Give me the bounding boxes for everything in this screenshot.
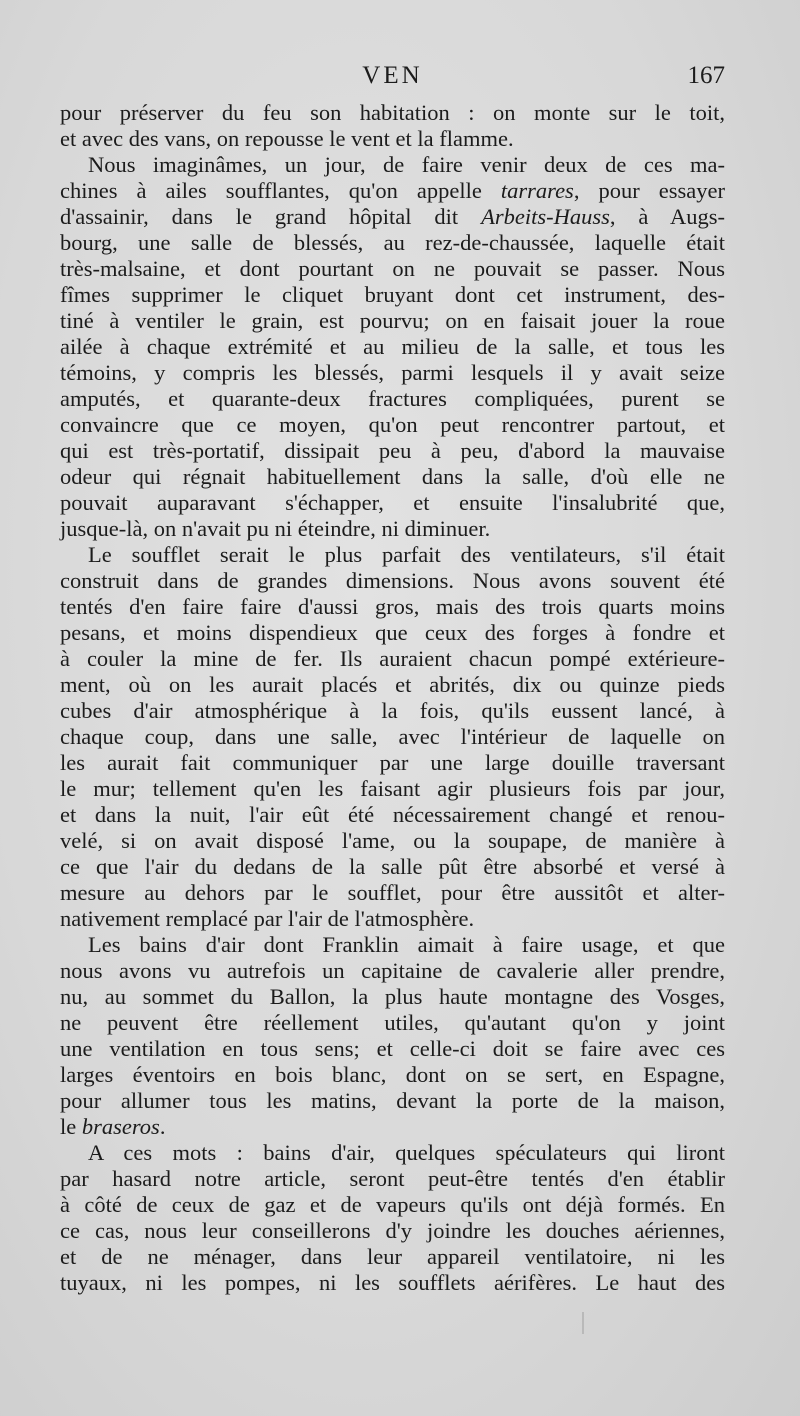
text-line: velé, si on avait disposé l'ame, ou la soupape, de manière à [60,828,725,853]
text-line: jusque-là, on n'avait pu ni éteindre, ni diminuer. [60,516,491,541]
text-line: mesure au dehors par le soufflet, pour être aussitôt et alter- [60,880,725,905]
text-line: à couler la mine de fer. Ils auraient chacun pompé extérieure- [60,646,725,671]
text-line: Les bains d'air dont Franklin aimait à faire usage, et que [88,932,725,957]
text-line: cubes d'air atmosphérique à la fois, qu'ils eussent lancé, à [60,698,725,723]
text-line: tuyaux, ni les pompes, ni les soufflets aérifères. Le haut des [60,1270,725,1295]
text-line: nativement remplacé par l'air de l'atmosphère. [60,906,475,931]
text-line: Nous imaginâmes, un jour, de faire venir deux de ces ma- [88,152,725,177]
text-run: chines à ailes soufflantes, qu'on appelle [60,178,501,203]
text-line: pouvait auparavant s'échapper, et ensuite l'insalubrité que, [60,490,725,515]
text-line [60,204,725,230]
text-line: pour préserver du feu son habitation : on monte sur le toit, [60,100,725,125]
text-line: tiné à ventiler le grain, est pourvu; on en faisait jouer la roue [60,308,725,333]
text-line: témoins, y compris les blessés, parmi lesquels il y avait seize [60,360,725,385]
text-line: ment, où on les aurait placés et abrités, dix ou quinze pieds [60,672,725,697]
text-line: bourg, une salle de blessés, au rez-de-chaussée, laquelle était [60,230,725,255]
text-line: et de ne ménager, dans leur appareil ventilatoire, ni les [60,1244,725,1269]
text-line [60,178,725,204]
text-line: ailée à chaque extrémité et au milieu de la salle, et tous les [60,334,725,359]
text-line: larges éventoirs en bois blanc, dont on se sert, en Espagne, [60,1062,725,1087]
text-line: à côté de ceux de gaz et de vapeurs qu'ils ont déjà formés. En [60,1192,725,1217]
text-line: tentés d'en faire faire d'aussi gros, mais des trois quarts moins [60,594,725,619]
text-line: et avec des vans, on repousse le vent et la flamme. [60,126,514,151]
text-line: le mur; tellement qu'en les faisant agir plusieurs fois par jour, [60,776,725,801]
text-run: . [159,1114,166,1139]
text-line: ce que l'air du dedans de la salle pût être absorbé et versé à [60,854,725,879]
body-text [60,100,725,1296]
text-run: , à Augs- [609,204,725,229]
text-line: par hasard notre article, seront peut-être tentés d'en établir [60,1166,725,1191]
text-line: ne peuvent être réellement utiles, qu'autant qu'on y joint [60,1010,725,1035]
text-line: fîmes supprimer le cliquet bruyant dont cet instrument, des- [60,282,725,307]
text-line: construit dans de grandes dimensions. Nous avons souvent été [60,568,725,593]
text-line: pour allumer tous les matins, devant la porte de la maison, [60,1088,725,1113]
italic-term: tarrares [500,178,574,203]
text-line: nu, au sommet du Ballon, la plus haute montagne des Vosges, [60,984,725,1009]
text-line: les aurait fait communiquer par une large douille traversant [60,750,725,775]
text-run: le [60,1114,82,1139]
running-head: VEN [362,62,423,89]
text-line: pesans, et moins dispendieux que ceux des forges à fondre et [60,620,725,645]
text-line: une ventilation en tous sens; et celle-ci doit se faire avec ces [60,1036,725,1061]
text-line: très-malsaine, et dont pourtant on ne pouvait se passer. Nous [60,256,725,281]
text-run: , pour essayer [573,178,725,203]
text-line: ce cas, nous leur conseillerons d'y joindre les douches aériennes, [60,1218,725,1243]
text-run: d'assainir, dans le grand hôpital dit [60,204,482,229]
paper-mark [582,1312,584,1334]
text-line: odeur qui régnait habituellement dans la salle, d'où elle ne [60,464,725,489]
text-line: qui est très-portatif, dissipait peu à peu, d'abord la mauvaise [60,438,725,463]
text-line: Le soufflet serait le plus parfait des ventilateurs, s'il était [88,542,725,567]
page-number: 167 [687,62,725,89]
text-line: A ces mots : bains d'air, quelques spéculateurs qui liront [88,1140,725,1165]
text-line: chaque coup, dans une salle, avec l'intérieur de laquelle on [60,724,725,749]
text-line: nous avons vu autrefois un capitaine de cavalerie aller prendre, [60,958,725,983]
text-line [60,1114,725,1140]
text-line: et dans la nuit, l'air eût été nécessairement changé et renou- [60,802,725,827]
page-header [60,62,725,102]
italic-term: Arbeits-Hauss [481,204,610,229]
text-line: convaincre que ce moyen, qu'on peut rencontrer partout, et [60,412,725,437]
italic-term: braseros [81,1114,160,1139]
text-line: amputés, et quarante-deux fractures compliquées, purent se [60,386,725,411]
